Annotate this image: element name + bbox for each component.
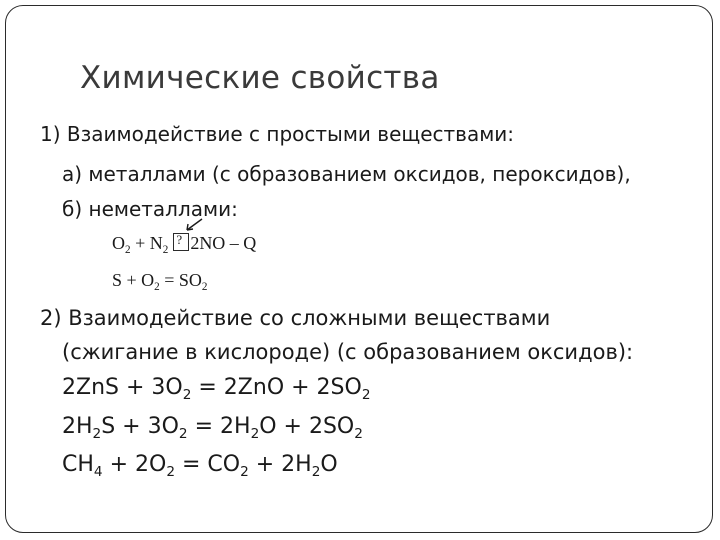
eq-subscript: 2	[201, 280, 208, 293]
eq-subscript: 2	[182, 386, 192, 403]
section1-item-b: б) неметаллами:	[62, 197, 238, 221]
eq-text: 2H	[62, 414, 93, 439]
missing-glyph-icon: ?	[173, 233, 189, 251]
eq-subscript: 2	[311, 463, 321, 480]
eq-text: = 2H	[187, 414, 251, 439]
equation-zns	[62, 375, 371, 403]
section2-subheading: (сжигание в кислороде) (с образованием оксидов):	[62, 340, 634, 364]
equation-o2-n2	[112, 233, 256, 254]
eq-subscript: 2	[240, 463, 249, 480]
eq-subscript: 2	[125, 243, 131, 256]
eq-text: = CO	[174, 452, 241, 477]
eq-text: O	[320, 452, 338, 477]
eq-text: = SO	[159, 270, 202, 290]
eq-subscript: 2	[166, 463, 175, 480]
equation-ch4	[62, 452, 338, 480]
equation-h2s	[62, 414, 363, 442]
eq-subscript: 2	[162, 243, 169, 256]
eq-text: O	[112, 233, 125, 253]
eq-subscript: 2	[361, 386, 371, 403]
eq-text: 2NO – Q	[190, 233, 257, 253]
eq-subscript: 2	[92, 425, 102, 442]
reaction-arrow-icon	[182, 218, 204, 232]
section1-item-a: а) металлами (с образованием оксидов, пероксидов),	[62, 162, 631, 186]
eq-subscript: 2	[354, 425, 363, 442]
eq-subscript: 2	[178, 425, 188, 442]
section1-heading: 1) Взаимодействие с простыми веществами:	[40, 122, 515, 146]
eq-text: O + 2SO	[259, 414, 355, 439]
eq-text: = 2ZnO + 2SO	[191, 375, 362, 400]
section2-heading: 2) Взаимодействие со сложными веществами	[40, 306, 551, 330]
eq-text: CH	[62, 452, 94, 477]
eq-text: + N	[130, 233, 163, 253]
eq-text: S + O	[112, 270, 155, 290]
eq-text: 2ZnS + 3O	[62, 375, 183, 400]
eq-subscript: 4	[93, 463, 103, 480]
eq-text: + 2H	[248, 452, 312, 477]
equation-s-o2	[112, 270, 208, 291]
eq-subscript: 2	[154, 280, 160, 293]
slide-title: Химические свойства	[80, 60, 440, 96]
eq-text: + 2O	[102, 452, 167, 477]
eq-text: S + 3O	[101, 414, 179, 439]
eq-subscript: 2	[250, 425, 260, 442]
